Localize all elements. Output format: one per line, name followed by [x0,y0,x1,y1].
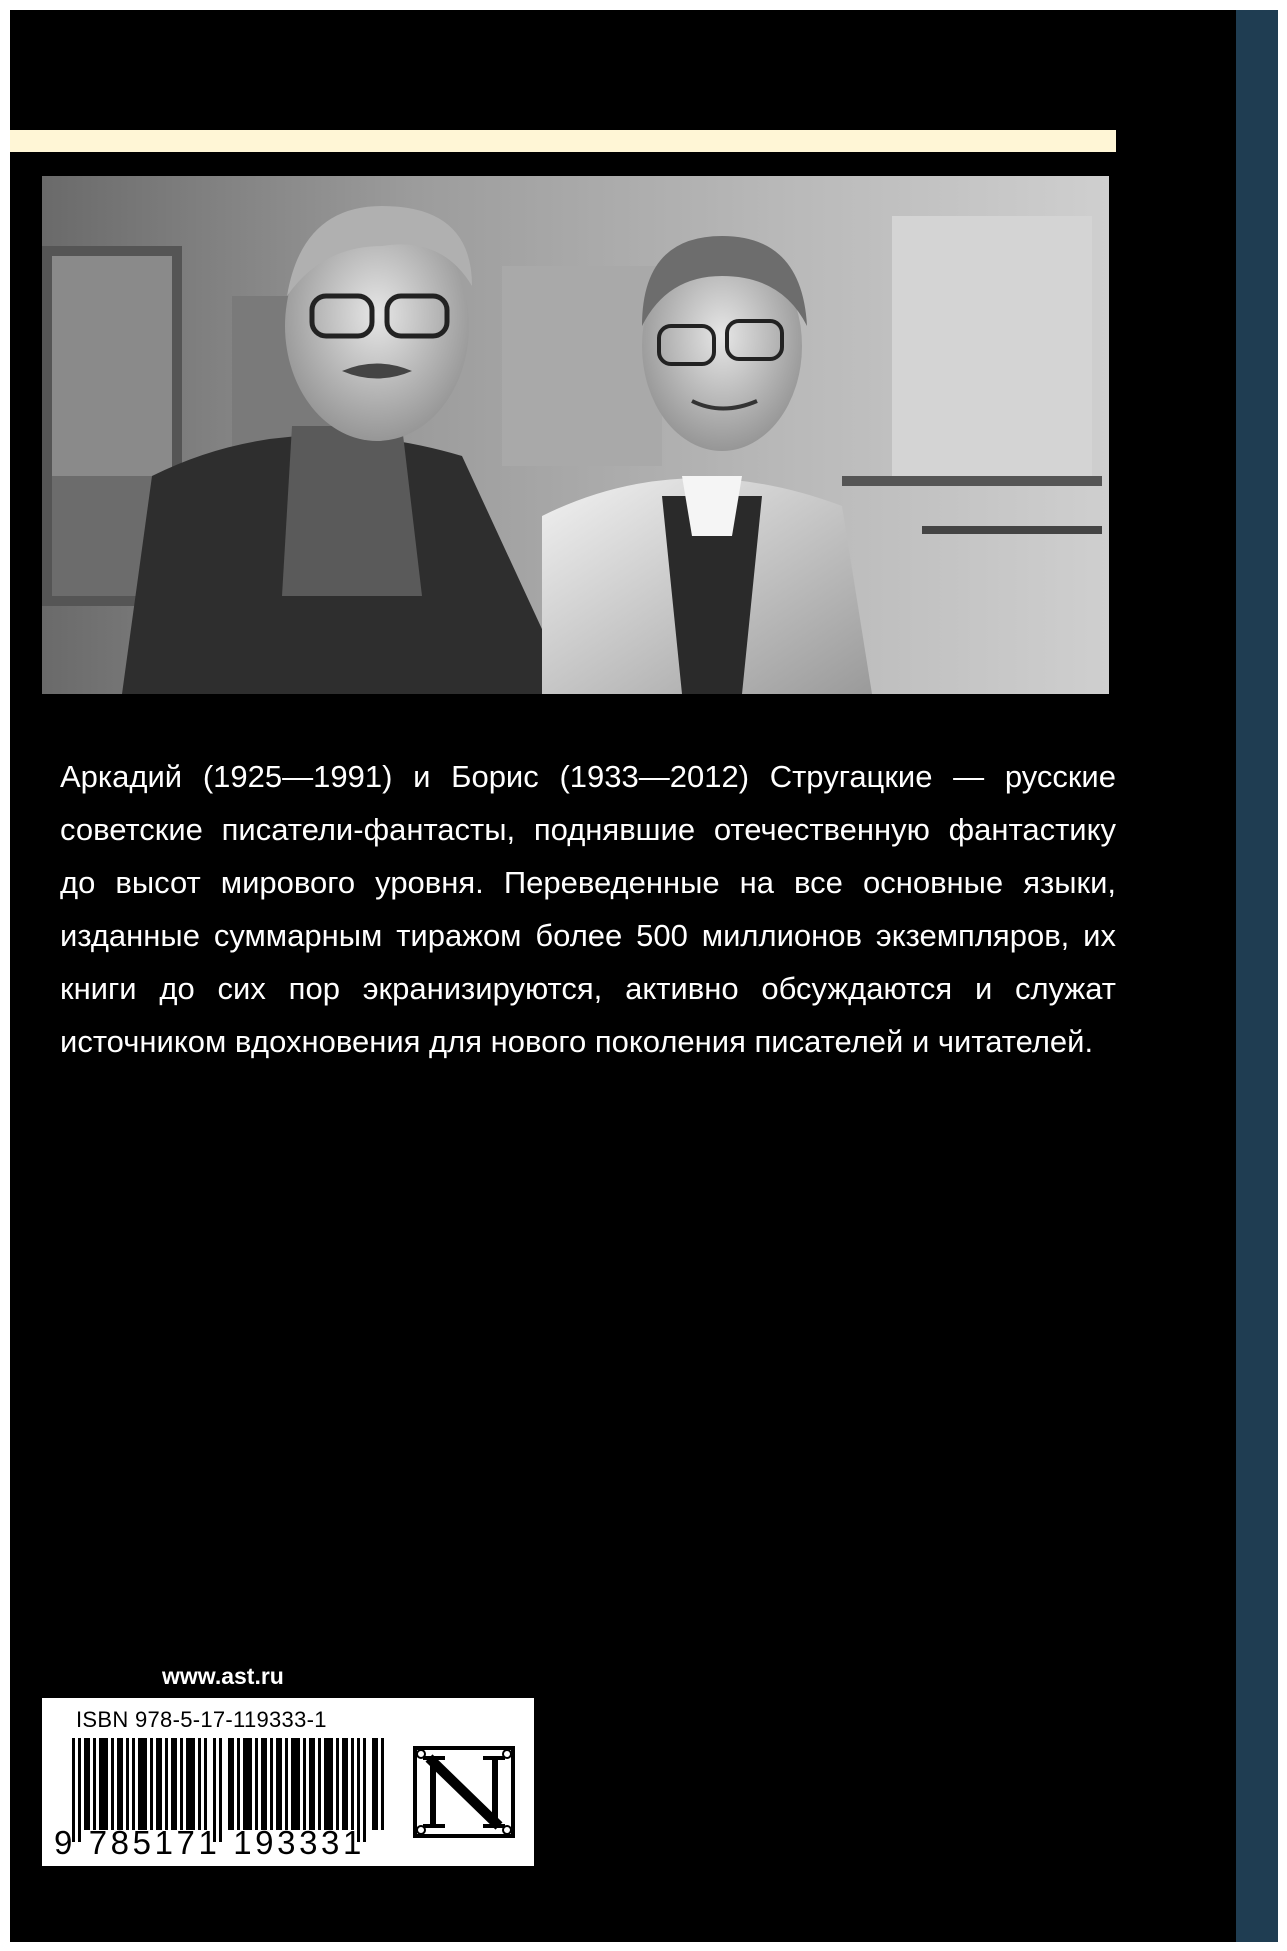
accent-stripe [10,130,1116,152]
publisher-logo-icon [411,1744,517,1840]
authors-biography: Аркадий (1925—1991) и Борис (1933—2012) Стругацкие — русские советские писатели-фантасты, поднявшие отечественную фантастику до высот мирового уровня. Переведенные на все основные языки, изданные суммарным тиражом более 500 миллионов экземпляров, их книги до сих пор экранизируются, активно обсуждаются и служат источником вдохновения для нового поколения писателей и читателей. [60,759,1116,1059]
author-photo-graphic [42,176,1109,694]
back-cover [10,10,1278,1942]
publisher-website: www.ast.ru [162,1663,284,1689]
isbn-label: ISBN 978-5-17-119333-1 [76,1707,327,1732]
barcode-digits: 9 785171 193331 [54,1824,365,1861]
spine-strip [1236,10,1278,1942]
author-photo [42,176,1109,694]
barcode-panel [42,1698,534,1866]
